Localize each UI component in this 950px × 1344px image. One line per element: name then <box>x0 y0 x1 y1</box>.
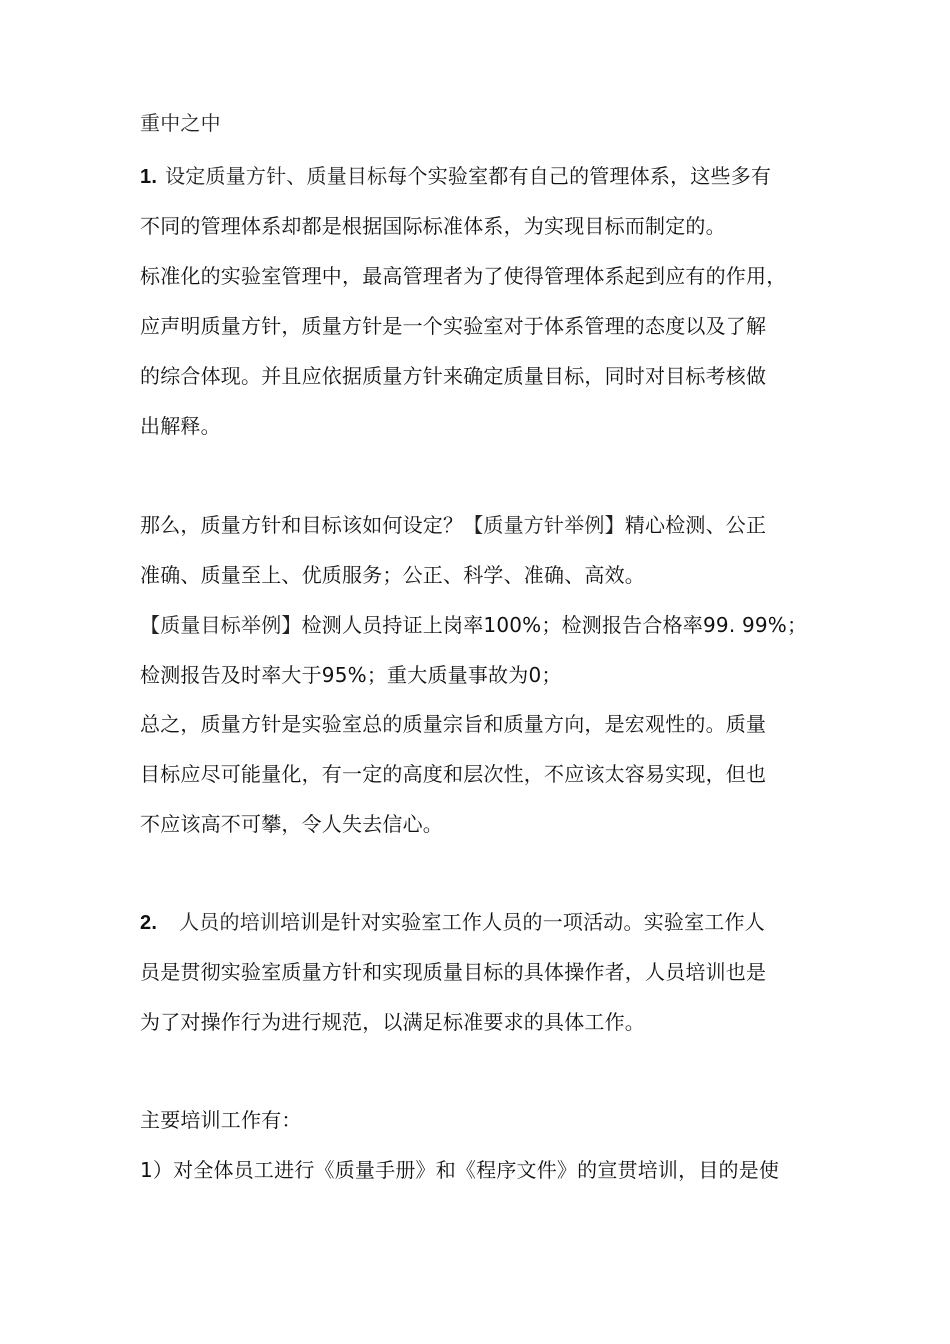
policy-example-label: 【质量方针举例】 <box>463 513 625 537</box>
section1-line-5: 的综合体现。并且应依据质量方针来确定质量目标，同时对目标考核做 <box>140 364 767 388</box>
section1-line-1 <box>140 161 771 192</box>
summary-line-3: 不应该高不可攀，令人失去信心。 <box>140 812 443 836</box>
setting-line-1 <box>140 510 766 540</box>
training-item-1: 1）对全体员工进行《质量手册》和《程序文件》的宣贯培训，目的是使 <box>140 1158 780 1182</box>
summary-line-1: 总之，质量方针是实验室总的质量宗旨和质量方向，是宏观性的。质量 <box>140 712 767 736</box>
goal-example-text: 检测人员持证上岗率100%；检测报告合格率99. 99%； <box>301 613 808 637</box>
training-heading: 主要培训工作有： <box>140 1108 302 1132</box>
setting-lead: 那么，质量方针和目标该如何设定？ <box>140 513 464 537</box>
section1-line-4: 应声明质量方针，质量方针是一个实验室对于体系管理的态度以及了解 <box>140 314 767 338</box>
section2-number: 2. <box>140 912 158 934</box>
section2-line-1 <box>140 907 765 938</box>
goal-line-1 <box>140 610 807 640</box>
section2-title: 人员的培训 <box>179 910 281 934</box>
goal-example-label: 【质量目标举例】 <box>140 613 302 637</box>
section2-text-1: 培训是针对实验室工作人员的一项活动。实验室工作人 <box>280 910 765 934</box>
section1-line-6: 出解释。 <box>140 414 221 438</box>
section1-line-3: 标准化的实验室管理中，最高管理者为了使得管理体系起到应有的作用， <box>140 264 787 288</box>
section1-line-2: 不同的管理体系却都是根据国际标准体系，为实现目标而制定的。 <box>140 214 726 238</box>
goal-line-2: 检测报告及时率大于95%；重大质量事故为0； <box>140 663 562 687</box>
section1-text-1: 每个实验室都有自己的管理体系，这些多有 <box>387 164 772 188</box>
summary-line-2: 目标应尽可能量化，有一定的高度和层次性，不应该太容易实现，但也 <box>140 762 767 786</box>
section2-line-2: 员是贯彻实验室质量方针和实现质量目标的具体操作者，人员培训也是 <box>140 960 767 984</box>
policy-example-text: 精心检测、公正 <box>624 513 767 537</box>
section1-number: 1. <box>140 166 158 188</box>
section1-title: 设定质量方针、质量目标 <box>165 164 388 188</box>
section2-line-3: 为了对操作行为进行规范，以满足标准要求的具体工作。 <box>140 1010 645 1034</box>
setting-line-2: 准确、质量至上、优质服务；公正、科学、准确、高效。 <box>140 563 645 587</box>
heading: 重中之中 <box>140 111 221 135</box>
